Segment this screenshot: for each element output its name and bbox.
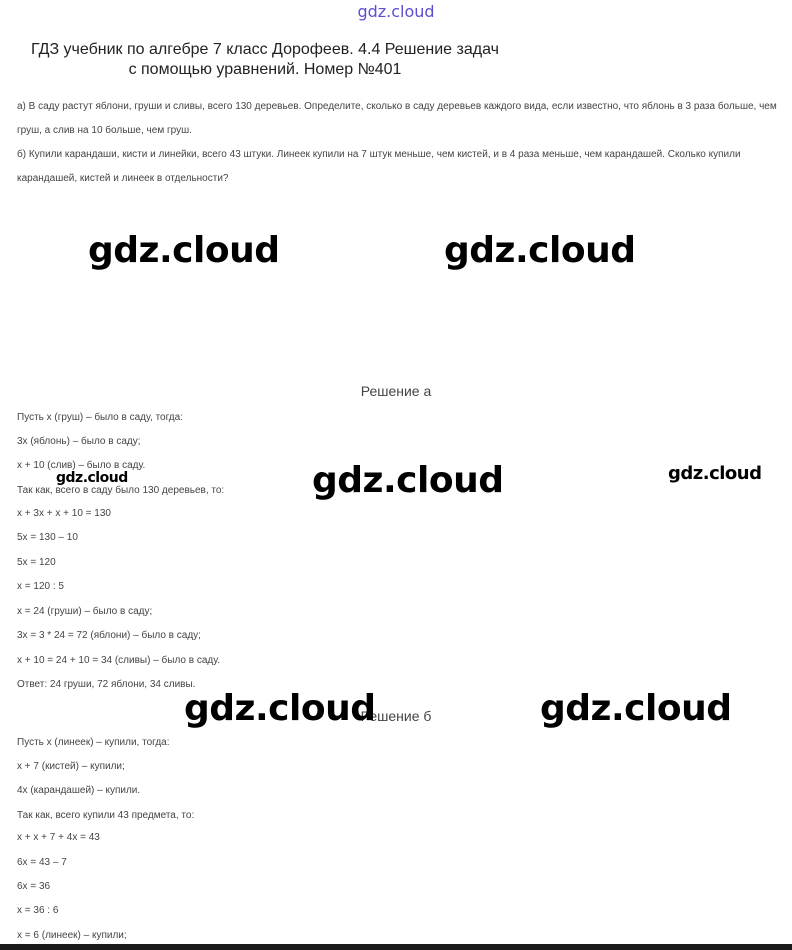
solution-a-heading: Решение а bbox=[360, 383, 432, 399]
solution-a-line: 5x = 120 bbox=[17, 557, 56, 568]
page-title bbox=[0, 40, 530, 80]
watermark: gdz.cloud bbox=[184, 688, 376, 729]
solution-b-line: 4x (карандашей) – купили. bbox=[17, 785, 141, 796]
solution-a-line: x + 3x + x + 10 = 130 bbox=[17, 508, 111, 519]
task-a-text: а) В саду растут яблони, груши и сливы, всего 130 деревьев. Определите, сколько в саду деревьев каждого вида, если известно, что яблонь в 3 раза больше, чем груш, а слив на 10 больше, чем груш. bbox=[17, 101, 777, 136]
solution-b-line: Так как, всего купили 43 предмета, то: bbox=[17, 810, 195, 821]
solution-b-line: x = 6 (линеек) – купили; bbox=[17, 930, 127, 941]
task-b-text: б) Купили карандаши, кисти и линейки, всего 43 штуки. Линеек купили на 7 штук меньше, чем кистей, и в 4 раза меньше, чем карандашей. Сколько купили карандашей, кистей и линеек в отдельности? bbox=[17, 149, 741, 184]
solution-a-line: x + 10 (слив) – было в саду. bbox=[17, 460, 146, 471]
solution-b-line: x = 36 : 6 bbox=[17, 905, 59, 916]
solution-a-line: x = 120 : 5 bbox=[17, 581, 64, 592]
watermark: gdz.cloud bbox=[540, 688, 732, 729]
solution-a-line: 5x = 130 – 10 bbox=[17, 532, 78, 543]
title-line-1: ГДЗ учебник по алгебре 7 класс Дорофеев. 4.4 Решение задач bbox=[31, 41, 499, 58]
watermark: gdz.cloud bbox=[56, 470, 128, 486]
solution-b-line: 6x = 43 – 7 bbox=[17, 857, 67, 868]
solution-b-line: x + 7 (кистей) – купили; bbox=[17, 761, 125, 772]
top-watermark: gdz.cloud bbox=[357, 2, 435, 21]
bottom-bar bbox=[0, 944, 792, 950]
solution-a-line: 3x (яблонь) – было в саду; bbox=[17, 436, 141, 447]
watermark: gdz.cloud bbox=[88, 230, 280, 271]
solution-a-line: x + 10 = 24 + 10 = 34 (сливы) – было в саду. bbox=[17, 655, 221, 666]
solution-b-heading: Решение б bbox=[360, 708, 432, 724]
watermark: gdz.cloud bbox=[312, 460, 504, 501]
solution-b-line: x + x + 7 + 4x = 43 bbox=[17, 832, 100, 843]
solution-a-answer: Ответ: 24 груши, 72 яблони, 34 сливы. bbox=[17, 679, 196, 690]
solution-a-line: Пусть x (груш) – было в саду, тогда: bbox=[17, 412, 183, 423]
solution-a-line: 3x = 3 * 24 = 72 (яблони) – было в саду; bbox=[17, 630, 201, 641]
watermark: gdz.cloud bbox=[444, 230, 636, 271]
watermark: gdz.cloud bbox=[668, 463, 762, 484]
solution-b-line: 6x = 36 bbox=[17, 881, 51, 892]
solution-b-line: Пусть x (линеек) – купили, тогда: bbox=[17, 737, 170, 748]
solution-a-line: Так как, всего в саду было 130 деревьев, то: bbox=[17, 485, 225, 496]
solution-a-line: x = 24 (груши) – было в саду; bbox=[17, 606, 153, 617]
title-line-2: с помощью уравнений. Номер №401 bbox=[128, 61, 402, 78]
